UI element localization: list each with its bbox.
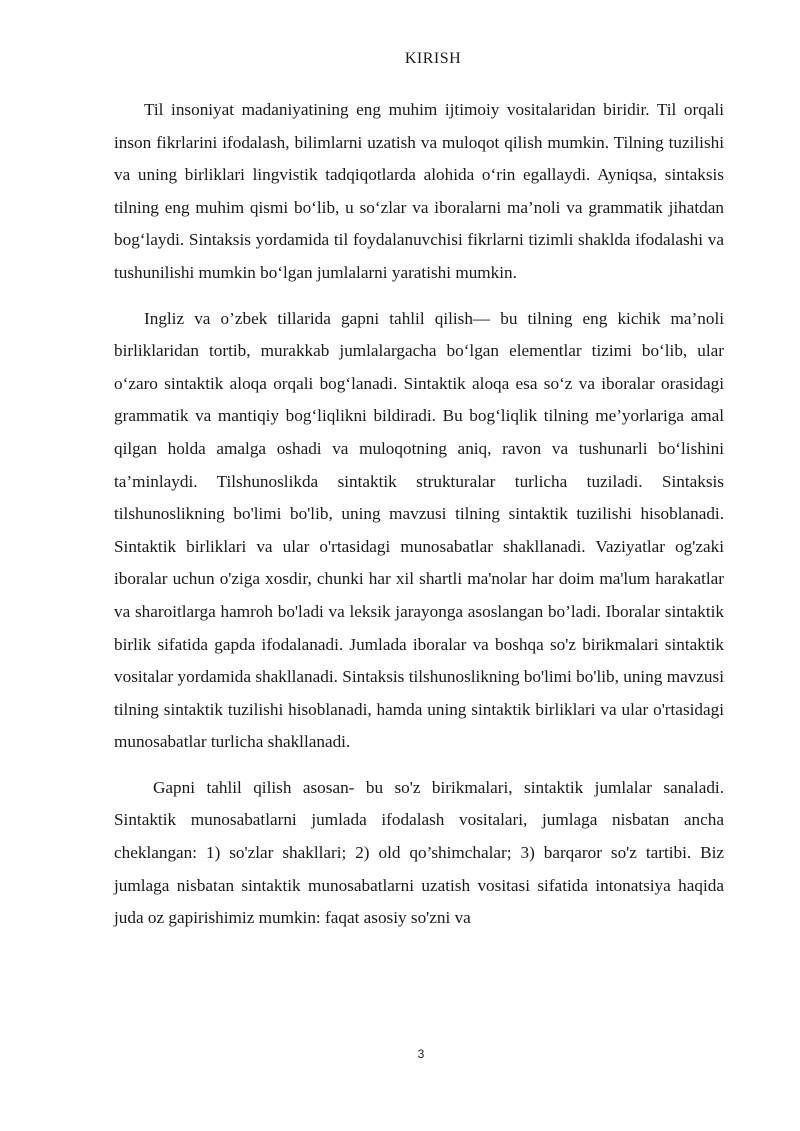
page-number: 3 (417, 1047, 425, 1061)
paragraph: Til insoniyat madaniyatining eng muhim ijtimoiy vositalaridan biridir. Til orqali inson fikrlarini ifodalash, bilimlarni uzatish va muloqot qilish mumkin. Tilning tuzilishi va uning birliklari lingvistik tadqiqotlarda alohida o‘rin egallaydi. Ayniqsa, sintaksis tilning eng muhim qismi bo‘lib, u so‘zlar va iboralarni ma’noli va grammatik jihatdan bog‘laydi. Sintaksis yordamida til foydalanuvchisi fikrlarni tizimli shaklda ifodalashi va tushunilishi mumkin bo‘lgan jumlalarni yaratishi mumkin. (114, 100, 724, 282)
paragraph: Gapni tahlil qilish asosan- bu so'z birikmalari, sintaktik jumlalar sanaladi. Sintaktik munosabatlarni jumlada ifodalash vositalari, jumlaga nisbatan ancha cheklangan: 1) so'zlar shakllari; 2) old qo’shimchalar; 3) barqaror so'z tartibi. Biz jumlaga nisbatan sintaktik munosabatlarni uzatish vositasi sifatida intonatsiya haqida juda oz gapirishimiz mumkin: faqat asosiy so'zni va (114, 777, 724, 928)
page-title: KIRISH (404, 50, 462, 67)
paragraph: Ingliz va o’zbek tillarida gapni tahlil qilish— bu tilning eng kichik ma’noli birliklaridan tortib, murakkab jumlalargacha bo‘lgan elementlar tizimi bo‘lib, ular o‘zaro sintaktik aloqa orqali bog‘lanadi. Sintaktik aloqa esa so‘z va iboralar orasidagi grammatik va mantiqiy bog‘liqlikni bildiradi. Bu bog‘liqlik tilning me’yorlariga amal qilgan holda amalga oshadi va muloqotning aniq, ravon va tushunarli bo‘lishini ta’minlaydi. Tilshunoslikda sintaktik strukturalar turlicha tuziladi. Sintaksis tilshunoslikning bo'limi bo'lib, uning mavzusi tilning sintaktik tuzilishi hisoblanadi. Sintaktik birliklari va ular o'rtasidagi munosabatlar shakllanadi. Vaziyatlar og'zaki iboralar uchun o'ziga xosdir, chunki har xil shartli ma'nolar har doim ma'lum harakatlar va sharoitlarga hamroh bo'ladi va leksik jarayonga asoslangan bo’ladi. Iboralar sintaktik birlik sifatida gapda ifodalanadi. Jumlada iboralar va boshqa so'z birikmalari sintaktik vositalar yordamida shakllanadi. Sintaksis tilshunoslikning bo'limi bo'lib, uning mavzusi tilning sintaktik tuzilishi hisoblanadi, hamda uning sintaktik birliklari va ular o'rtasidagi munosabatlar turlicha shakllanadi. (114, 308, 724, 752)
body-text (114, 94, 724, 948)
